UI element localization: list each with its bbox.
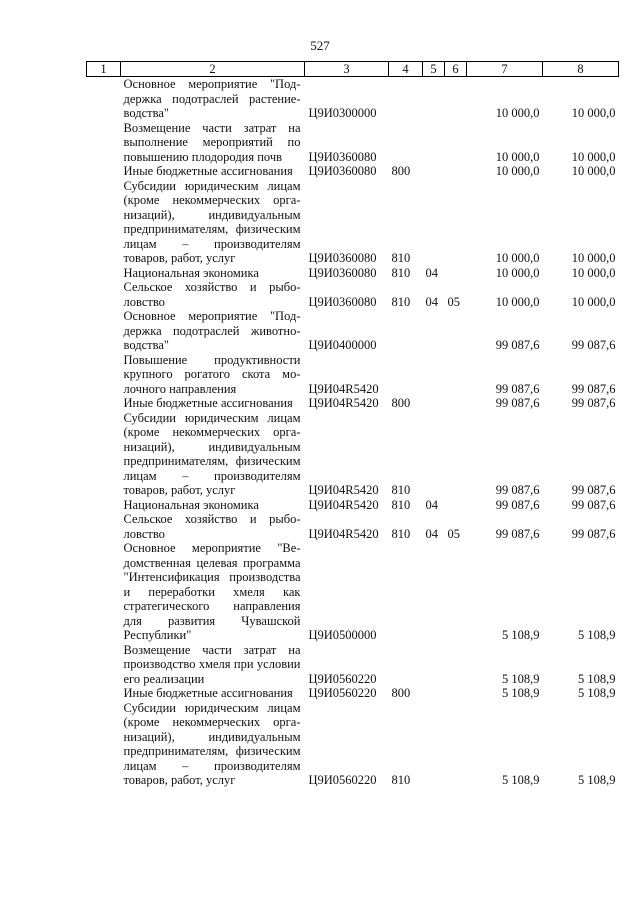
table-row bbox=[87, 396, 619, 411]
row-code: Ц9И04R5420 bbox=[308, 396, 379, 410]
row-name: Основное мероприятие "Поддержка подотраслей растениеводства" bbox=[123, 77, 301, 120]
row-pr bbox=[445, 701, 467, 788]
row-pr bbox=[445, 266, 467, 281]
header-col-2: 2 bbox=[121, 62, 305, 77]
row-name: Основное мероприятие "Ведомственная целевая программа "Интенсификация производства и переработки хмеля как стратегического направления для развития Чувашской Республики" bbox=[123, 541, 301, 642]
row-col-1 bbox=[87, 541, 121, 643]
row-col-1 bbox=[87, 309, 121, 353]
row-name: Возмещение части затрат на производство хмеля при условии его реализации bbox=[123, 642, 301, 686]
row-sum-1: 99 087,6 bbox=[495, 497, 540, 512]
table-row bbox=[87, 309, 619, 353]
row-pr bbox=[445, 353, 467, 397]
page-number: 527 bbox=[310, 38, 330, 53]
row-sum-2: 5 108,9 bbox=[578, 773, 616, 787]
row-code: Ц9И0360080 bbox=[308, 164, 377, 178]
row-rz bbox=[423, 353, 445, 397]
table-row bbox=[87, 643, 619, 687]
row-sum-2: 10 000,0 bbox=[571, 106, 616, 120]
row-name: Иные бюджетные ассигнования bbox=[123, 164, 293, 178]
row-name: Возмещение части затрат на выполнение мероприятий по повышению плодородия почв bbox=[123, 120, 301, 164]
table-row bbox=[87, 512, 619, 541]
row-sum-1: 99 087,6 bbox=[495, 396, 540, 410]
row-name: Субсидии юридическим лицам (кроме некоммерческих организаций), индивидуальным предпринимателям, физическим лицам – производителям товаров, работ, услуг bbox=[123, 410, 301, 497]
row-rz bbox=[423, 643, 445, 687]
row-sum-1: 5 108,9 bbox=[502, 628, 540, 642]
row-pr bbox=[445, 396, 467, 411]
row-name: Основное мероприятие "Поддержка подотраслей животноводства" bbox=[123, 309, 301, 352]
row-vr bbox=[389, 77, 423, 121]
row-pr bbox=[445, 686, 467, 701]
row-vr: 810 bbox=[391, 294, 411, 309]
row-name: Субсидии юридическим лицам (кроме некоммерческих организаций), индивидуальным предпринимателям, физическим лицам – производителям товаров, работ, услуг bbox=[123, 700, 301, 787]
budget-table bbox=[86, 61, 619, 788]
row-rz bbox=[423, 179, 445, 266]
row-code: Ц9И0300000 bbox=[308, 106, 377, 120]
row-sum-2: 10 000,0 bbox=[571, 149, 616, 164]
row-code: Ц9И0360080 bbox=[308, 149, 377, 164]
row-code: Ц9И0360080 bbox=[308, 294, 377, 309]
table-row bbox=[87, 541, 619, 643]
row-vr bbox=[389, 309, 423, 353]
row-pr bbox=[445, 309, 467, 353]
row-rz bbox=[423, 686, 445, 701]
row-vr: 800 bbox=[391, 164, 411, 178]
header-col-4: 4 bbox=[389, 62, 423, 77]
row-name: Повышение продуктивности крупного рогатого скота молочного направления bbox=[123, 352, 301, 396]
row-rz bbox=[423, 541, 445, 643]
row-sum-2: 10 000,0 bbox=[571, 251, 616, 265]
row-rz bbox=[423, 701, 445, 788]
row-vr: 810 bbox=[391, 265, 411, 280]
row-name: Сельское хозяйство и рыболовство bbox=[123, 512, 301, 541]
row-col-1 bbox=[87, 396, 121, 411]
row-sum-1: 10 000,0 bbox=[495, 294, 540, 309]
row-rz bbox=[423, 309, 445, 353]
row-sum-2: 5 108,9 bbox=[578, 671, 616, 686]
row-pr bbox=[445, 498, 467, 513]
table-body bbox=[87, 77, 619, 788]
row-code: Ц9И04R5420 bbox=[308, 497, 379, 512]
header-row bbox=[87, 62, 619, 77]
row-sum-1: 5 108,9 bbox=[502, 686, 540, 700]
row-col-1 bbox=[87, 353, 121, 397]
table-row bbox=[87, 164, 619, 179]
row-code: Ц9И0560220 bbox=[308, 671, 377, 686]
row-code: Ц9И04R5420 bbox=[308, 483, 379, 497]
row-rz bbox=[423, 411, 445, 498]
row-pr: 05 bbox=[447, 294, 460, 309]
row-sum-2: 99 087,6 bbox=[571, 526, 616, 541]
row-vr: 810 bbox=[391, 526, 411, 541]
row-code: Ц9И04R5420 bbox=[308, 526, 379, 541]
row-col-1 bbox=[87, 498, 121, 513]
table-header bbox=[87, 62, 619, 77]
row-col-1 bbox=[87, 164, 121, 179]
row-sum-1: 99 087,6 bbox=[495, 526, 540, 541]
row-code: Ц9И0360080 bbox=[308, 265, 377, 280]
row-code: Ц9И04R5420 bbox=[308, 381, 379, 396]
row-name: Национальная экономика bbox=[123, 265, 259, 280]
row-sum-1: 5 108,9 bbox=[502, 671, 540, 686]
row-sum-1: 10 000,0 bbox=[495, 106, 540, 120]
row-code: Ц9И0560220 bbox=[308, 686, 377, 700]
row-sum-2: 99 087,6 bbox=[571, 396, 616, 410]
row-col-1 bbox=[87, 179, 121, 266]
table-row bbox=[87, 179, 619, 266]
row-col-1 bbox=[87, 121, 121, 165]
row-name: Иные бюджетные ассигнования bbox=[123, 396, 293, 410]
row-rz: 04 bbox=[425, 497, 438, 512]
row-vr: 810 bbox=[391, 251, 411, 265]
table-row bbox=[87, 686, 619, 701]
table-row bbox=[87, 121, 619, 165]
row-col-1 bbox=[87, 411, 121, 498]
row-vr bbox=[389, 643, 423, 687]
row-vr bbox=[389, 353, 423, 397]
row-col-1 bbox=[87, 701, 121, 788]
header-col-1: 1 bbox=[87, 62, 121, 77]
row-sum-2: 99 087,6 bbox=[571, 381, 616, 396]
row-pr bbox=[445, 77, 467, 121]
row-sum-1: 99 087,6 bbox=[495, 338, 540, 352]
row-sum-2: 10 000,0 bbox=[571, 294, 616, 309]
row-sum-1: 99 087,6 bbox=[495, 483, 540, 497]
row-name: Иные бюджетные ассигнования bbox=[123, 686, 293, 700]
row-sum-2: 10 000,0 bbox=[571, 164, 616, 178]
table-row bbox=[87, 77, 619, 121]
table-row bbox=[87, 498, 619, 513]
table-row bbox=[87, 266, 619, 281]
row-vr: 810 bbox=[391, 773, 411, 787]
row-pr bbox=[445, 179, 467, 266]
row-code: Ц9И0400000 bbox=[308, 338, 377, 352]
row-pr bbox=[445, 411, 467, 498]
table-row bbox=[87, 353, 619, 397]
row-code: Ц9И0360080 bbox=[308, 251, 377, 265]
table-row bbox=[87, 411, 619, 498]
row-col-1 bbox=[87, 686, 121, 701]
row-rz: 04 bbox=[425, 265, 438, 280]
row-code: Ц9И0560220 bbox=[308, 773, 377, 787]
row-vr: 810 bbox=[391, 483, 411, 497]
row-sum-1: 10 000,0 bbox=[495, 265, 540, 280]
row-vr bbox=[389, 541, 423, 643]
row-vr: 800 bbox=[391, 396, 411, 410]
row-col-1 bbox=[87, 280, 121, 309]
row-name: Национальная экономика bbox=[123, 497, 259, 512]
row-col-1 bbox=[87, 643, 121, 687]
row-vr: 810 bbox=[391, 497, 411, 512]
row-sum-1: 10 000,0 bbox=[495, 251, 540, 265]
row-rz bbox=[423, 121, 445, 165]
row-pr bbox=[445, 121, 467, 165]
row-sum-1: 10 000,0 bbox=[495, 164, 540, 178]
row-sum-2: 99 087,6 bbox=[571, 338, 616, 352]
row-pr bbox=[445, 164, 467, 179]
row-rz: 04 bbox=[425, 294, 438, 309]
row-rz: 04 bbox=[425, 526, 438, 541]
row-name: Сельское хозяйство и рыболовство bbox=[123, 280, 301, 309]
row-rz bbox=[423, 164, 445, 179]
row-rz bbox=[423, 77, 445, 121]
row-sum-2: 10 000,0 bbox=[571, 265, 616, 280]
row-sum-2: 99 087,6 bbox=[571, 483, 616, 497]
row-sum-1: 10 000,0 bbox=[495, 149, 540, 164]
row-col-1 bbox=[87, 512, 121, 541]
header-col-5: 5 bbox=[423, 62, 445, 77]
table-row bbox=[87, 701, 619, 788]
row-pr bbox=[445, 541, 467, 643]
row-sum-2: 5 108,9 bbox=[578, 686, 616, 700]
row-sum-1: 99 087,6 bbox=[495, 381, 540, 396]
row-vr bbox=[389, 121, 423, 165]
row-sum-1: 5 108,9 bbox=[502, 773, 540, 787]
row-rz bbox=[423, 396, 445, 411]
row-sum-2: 99 087,6 bbox=[571, 497, 616, 512]
row-col-1 bbox=[87, 266, 121, 281]
header-col-8: 8 bbox=[543, 62, 619, 77]
table-row bbox=[87, 280, 619, 309]
header-col-7: 7 bbox=[467, 62, 543, 77]
header-col-6: 6 bbox=[445, 62, 467, 77]
row-code: Ц9И0500000 bbox=[308, 628, 377, 642]
row-col-1 bbox=[87, 77, 121, 121]
row-sum-2: 5 108,9 bbox=[578, 628, 616, 642]
row-vr: 800 bbox=[391, 686, 411, 700]
row-pr bbox=[445, 643, 467, 687]
header-col-3: 3 bbox=[305, 62, 389, 77]
row-pr: 05 bbox=[447, 526, 460, 541]
row-name: Субсидии юридическим лицам (кроме некоммерческих организаций), индивидуальным предпринимателям, физическим лицам – производителям товаров, работ, услуг bbox=[123, 178, 301, 265]
